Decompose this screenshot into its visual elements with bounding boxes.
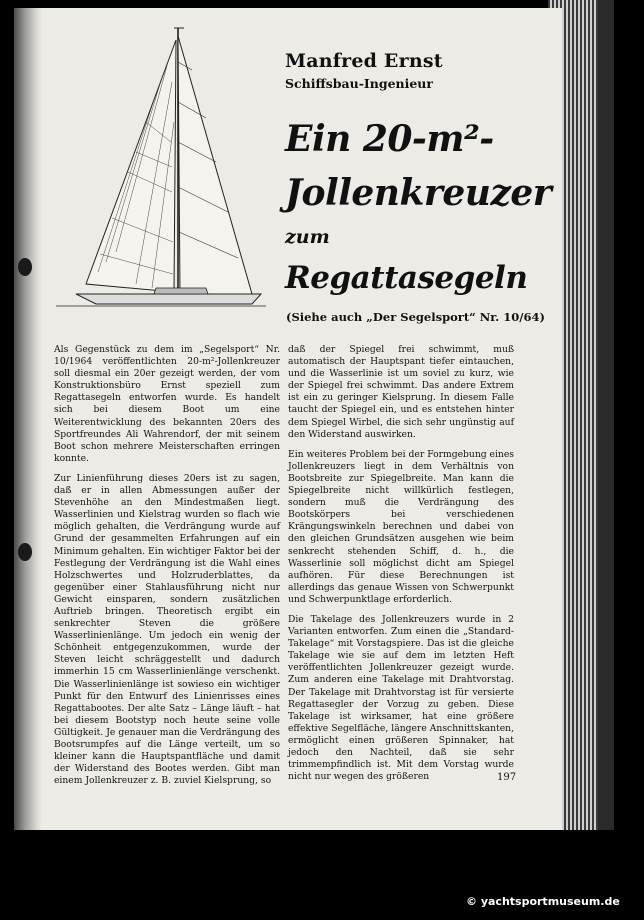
copyright-watermark: © yachtsportmuseum.de [466, 895, 620, 908]
binding-shadow [14, 8, 42, 830]
binder-hole-bottom-icon [18, 543, 32, 561]
magazine-page [14, 8, 562, 830]
author-title: Schiffsbau-Ingenieur [285, 76, 433, 91]
page-number: 197 [497, 772, 517, 783]
reference-note: (Siehe auch „Der Segelsport“ Nr. 10/64) [286, 310, 545, 324]
right-paragraph-2: Ein weiteres Problem bei der Formgebung eines Jollenkreuzers liegt in dem Verhältnis von Bootsbreite zur Spiegelbreite. Man kann die Spiegelbreite nicht willkürlich festlegen, sondern muß die Verdrängung des Bootskörpers bei verschiedenen Krängungswinkeln berechnen und dabei von den gleichen Grundsätzen ausgehen wie beim senkrecht stehenden Schiff, d. h., die Wasserlinie soll möglichst dicht am Spiegel aufhören. Für diese Berechnungen ist allerdings das genaue Wissen von Schwerpunkt und Schwerpunktlage erforderlich. [288, 448, 514, 605]
sailboat-illustration [56, 22, 266, 312]
right-paragraph-1: daß der Spiegel frei schwimmt, muß automatisch der Hauptspant tiefer eintauchen, und die Wasserlinie ist um soviel zu kurz, wie der Spiegel frei schwimmt. Das andere Extrem ist ein zu geringer Kielsprung. In diesem Falle taucht der Spiegel ein, und es entstehen hinter dem Spiegel Wirbel, die sich sehr ungünstig auf den Widerstand auswirken. [288, 344, 514, 440]
binder-hole-top-icon [18, 258, 32, 276]
headline-line-4: Regattasegeln [285, 260, 528, 296]
left-text-column [54, 344, 280, 795]
left-paragraph-2: Zur Linienführung dieses 20ers ist zu sagen, daß er in allen Abmessungen außer der Stevenhöhe an den Mindestmaßen liegt. Wasserlinien und Kielstrag wurden so flach wie möglich gehalten, die Verdrängung wurde auf Grund der gesammelten Erfahrungen auf ein Minimum gehalten. Ein wichtiger Faktor bei der Festlegung der Verdrängung ist die Wahl eines Holzschwertes und Holzruderblattes, da gegenüber einer Stahlausführung nicht nur Gewicht einsparen, sondern zusätzlichen Auftrieb bringen. Theoretisch ergibt ein senkrechter Steven die größere Wasserlinienlänge. Um jedoch ein wenig der Schönheit entgegenzukommen, wurde der Steven leicht schräggestellt und dadurch immerhin 15 cm Wasserlinienlänge verschenkt. Die Wasserlinienlänge ist sowieso ein wichtiger Punkt für den Entwurf des Linienrisses eines Regattabootes. Der alte Satz – Länge läuft – hat bei diesem Bootstyp noch heute seine volle Gültigkeit. Je genauer man die Verdrängung des Bootsrumpfes auf die Länge verteilt, um so kleiner kann die Hauptspantfläche und damit der Widerstand des Bootes werden. Gibt man einem Jollenkreuzer z. B. zuviel Kielsprung, so [54, 472, 280, 787]
right-text-column [288, 344, 517, 791]
headline-line-1: Ein 20-m²- [285, 118, 494, 160]
book-cover-edge [598, 0, 614, 830]
headline-line-3: zum [285, 226, 330, 248]
right-paragraph-3: Die Takelage des Jollenkreuzers wurde in 2 Varianten entworfen. Zum einen die „Standard-Takelage“ mit Vorstagspiere. Das ist die gleiche Takelage wie sie auf dem im letzten Heft veröffentlichten Jollenkreuzer gezeigt wurde. Zum anderen eine Takelage mit Drahtvorstag. Der Takelage mit Drahtvorstag ist für versierte Regattasegler der Vorzug zu geben. Diese Takelage ist wirksamer, hat eine größere effektive Segelfläche, längere Anschnittskanten, ermöglicht einen größeren Spinnaker, hat jedoch den Nachteil, daß sie sehr trimmempfindlich ist. Mit dem Vorstag wurde nicht nur wegen des größeren [288, 613, 514, 783]
author-name: Manfred Ernst [285, 50, 443, 72]
left-paragraph-1: Als Gegenstück zu dem im „Segelsport“ Nr. 10/1964 veröffentlichten 20-m²-Jollenkreuzer soll diesmal ein 20er gezeigt werden, der vom Konstruktionsbüro Ernst speziell zum Regattasegeln entworfen wurde. Es handelt sich bei diesem Boot um eine Weiterentwicklung des bekannten 20ers des Sportfreundes Ali Wahrendorf, der mit seinem Boot schon mehrere Meisterschaften erringen konnte. [54, 344, 280, 464]
headline-line-2: Jollenkreuzer [285, 172, 552, 214]
